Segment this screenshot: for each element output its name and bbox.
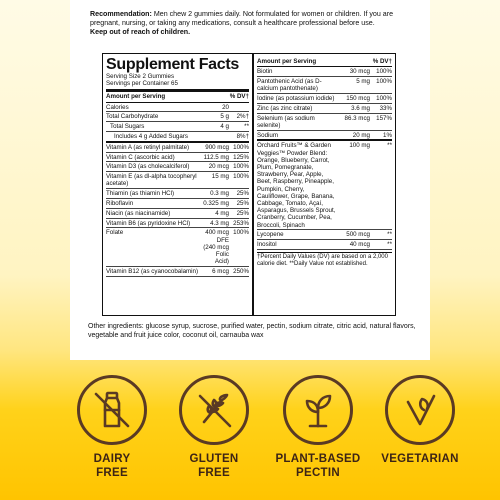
keep-out-warning: Keep out of reach of children. bbox=[90, 28, 191, 36]
amount-header: Amount per Serving bbox=[106, 93, 166, 101]
nutrient-amount: 6 mcg bbox=[212, 267, 229, 275]
nutrient-row bbox=[257, 114, 392, 131]
nutrient-row bbox=[106, 162, 249, 172]
nutrient-dv: 100% bbox=[376, 95, 392, 102]
nutrient-name: Includes 4 g Added Sugars bbox=[114, 133, 188, 140]
nutrient-dv: 157% bbox=[376, 114, 392, 122]
nutrient-name: Vitamin B6 (as pyridoxine HCl) bbox=[106, 219, 191, 227]
nutrient-row bbox=[257, 77, 392, 94]
nutrient-dv: 100% bbox=[233, 163, 249, 171]
nutrient-row bbox=[257, 230, 392, 240]
nutrient-row bbox=[106, 209, 249, 219]
facts-footnote: †Percent Daily Values (DV) are based on a 2,000 calorie diet. **Daily Value not established. bbox=[257, 252, 392, 268]
nutrient-row bbox=[106, 103, 249, 113]
badge-label: GLUTEN FREE bbox=[189, 453, 239, 479]
no-dairy-bottle-icon bbox=[77, 375, 147, 445]
nutrient-name: Vitamin A (as retinyl palmitate) bbox=[106, 143, 190, 151]
nutrient-amount: 4.3 mg bbox=[210, 219, 229, 227]
badge-label: PLANT-BASED PECTIN bbox=[275, 453, 361, 479]
nutrient-row bbox=[106, 112, 249, 122]
nutrient-row bbox=[257, 67, 392, 77]
nutrient-amount: 4 mg bbox=[215, 209, 229, 217]
nutrient-name: Total Carbohydrate bbox=[106, 113, 159, 121]
nutrient-dv: ** bbox=[244, 123, 249, 131]
nutrient-dv: 100% bbox=[233, 229, 249, 237]
dv-header: % DV† bbox=[372, 58, 392, 65]
recommendation-text bbox=[90, 10, 415, 37]
nutrient-amount: 5 g bbox=[220, 113, 229, 121]
nutrient-amount: 500 mcg bbox=[346, 231, 370, 239]
nutrient-dv: 100% bbox=[376, 78, 392, 85]
nutrient-name: Thiamin (as thiamin HCl) bbox=[106, 190, 175, 198]
nutrient-row bbox=[106, 228, 249, 267]
nutrient-row bbox=[106, 199, 249, 209]
nutrient-amount: 40 mcg bbox=[349, 241, 370, 249]
serving-info bbox=[106, 73, 249, 92]
nutrient-dv: 33% bbox=[379, 104, 392, 112]
nutrient-name: Zinc (as zinc citrate) bbox=[257, 104, 313, 112]
nutrient-row bbox=[257, 141, 392, 230]
nutrient-dv: 100% bbox=[376, 68, 392, 76]
nutrient-amount: 150 mcg bbox=[346, 95, 370, 102]
nutrient-name: Riboflavin bbox=[106, 199, 134, 207]
nutrient-name: Total Sugars bbox=[110, 123, 145, 131]
left-nutrient-rows bbox=[106, 103, 249, 277]
nutrient-row bbox=[106, 122, 249, 132]
amount-header: Amount per Serving bbox=[257, 58, 317, 65]
nutrient-row bbox=[106, 132, 249, 143]
nutrient-amount: 5 mg bbox=[356, 78, 370, 85]
nutrient-amount: 100 mg bbox=[349, 142, 370, 150]
nutrient-amount: 900 mcg bbox=[205, 143, 229, 151]
badge-label: VEGETARIAN bbox=[381, 453, 459, 465]
nutrient-dv bbox=[231, 104, 249, 111]
dv-header: % DV† bbox=[229, 93, 249, 101]
nutrient-row bbox=[106, 219, 249, 229]
nutrient-amount: 20 bbox=[222, 103, 229, 111]
nutrient-dv: 25% bbox=[236, 199, 249, 207]
badge-vegetarian bbox=[364, 375, 476, 466]
nutrient-dv: 125% bbox=[233, 153, 249, 161]
nutrient-amount: 20 mg bbox=[352, 131, 370, 139]
nutrient-dv: 100% bbox=[233, 143, 249, 151]
nutrient-amount: 400 mcg DFE (240 mcg Folic Acid) bbox=[203, 229, 229, 266]
nutrient-amount: 20 mcg bbox=[208, 163, 229, 171]
nutrient-amount: 3.6 mg bbox=[351, 104, 370, 112]
leaf-v-icon bbox=[385, 375, 455, 445]
nutrient-name: Niacin (as niacinamide) bbox=[106, 209, 171, 217]
badge-row bbox=[0, 375, 500, 500]
nutrient-dv: 2%† bbox=[236, 113, 249, 121]
nutrient-name: Vitamin C (ascorbic acid) bbox=[106, 153, 175, 161]
nutrient-name: Lycopene bbox=[257, 231, 284, 239]
serving-size: Serving Size 2 Gummies bbox=[106, 73, 175, 80]
nutrient-amount: 0.3 mg bbox=[210, 190, 229, 198]
nutrient-dv: 100% bbox=[233, 173, 249, 181]
sprout-icon bbox=[283, 375, 353, 445]
nutrient-row bbox=[106, 172, 249, 189]
facts-header-right bbox=[257, 57, 392, 67]
nutrient-amount bbox=[203, 133, 231, 140]
nutrient-amount: 4 g bbox=[220, 123, 229, 131]
nutrient-dv: 8%† bbox=[236, 133, 249, 140]
nutrient-row bbox=[257, 240, 392, 250]
nutrient-row bbox=[106, 189, 249, 199]
nutrient-dv: 25% bbox=[236, 190, 249, 198]
supplement-facts-right bbox=[253, 53, 396, 316]
nutrient-dv: ** bbox=[387, 241, 392, 249]
nutrient-name: Inositol bbox=[257, 241, 277, 249]
nutrient-dv: 250% bbox=[233, 267, 249, 275]
nutrient-dv: ** bbox=[387, 231, 392, 239]
nutrient-name: Vitamin E (as dl-alpha tocopheryl acetate) bbox=[106, 173, 197, 188]
nutrient-name: Sodium bbox=[257, 131, 278, 139]
nutrient-row bbox=[257, 104, 392, 114]
badge-dairy-free bbox=[56, 375, 168, 480]
nutrient-row bbox=[106, 267, 249, 277]
supplement-facts-title: Supplement Facts bbox=[106, 56, 240, 73]
nutrient-dv: 25% bbox=[236, 209, 249, 217]
other-ingredients: Other ingredients: glucose syrup, sucrose, purified water, pectin, sodium citrate, citric acid, natural flavors, vegetable and fruit juice color, coconut oil, carnauba wax bbox=[88, 323, 416, 339]
right-nutrient-rows bbox=[257, 67, 392, 250]
nutrient-amount: 15 mg bbox=[211, 173, 229, 181]
recommendation-label: Recommendation: bbox=[90, 10, 152, 18]
facts-header bbox=[106, 92, 249, 102]
nutrient-name: Calories bbox=[106, 103, 129, 111]
nutrient-row bbox=[257, 94, 392, 104]
nutrient-name: Orchard Fruits™ & Garden Veggies™ Powder Blend: Orange, Blueberry, Carrot, Plum, Pomegranate, Strawberry, Pear, Apple, Beet, Raspberry, Pineapple, Pumpkin, Cherry, Cauliflower, Grape, Banana, Cabbage, Tomato, Açaí, Asparagus, Brussels Sprout, Cranberry, Cucumber, Pea, Broccoli, Spinach bbox=[257, 142, 336, 229]
nutrient-dv: ** bbox=[387, 142, 392, 150]
nutrient-row bbox=[257, 131, 392, 142]
nutrient-dv: 1% bbox=[383, 131, 392, 139]
badge-plant-based-pectin bbox=[262, 375, 374, 480]
nutrient-name: Selenium (as sodium selenite) bbox=[257, 114, 315, 129]
nutrient-amount: 30 mcg bbox=[349, 68, 370, 76]
nutrient-row bbox=[106, 153, 249, 163]
nutrient-amount: 86.3 mcg bbox=[344, 114, 370, 122]
nutrient-amount: 112.5 mg bbox=[203, 153, 229, 161]
nutrient-amount: 0.325 mg bbox=[203, 199, 229, 207]
nutrient-name: Biotin bbox=[257, 68, 273, 76]
nutrient-name: Vitamin B12 (as cyanocobalamin) bbox=[106, 267, 199, 275]
supplement-facts-left bbox=[102, 53, 253, 316]
badge-gluten-free bbox=[158, 375, 270, 480]
nutrient-name: Pantothenic Acid (as D-calcium pantothenate) bbox=[257, 78, 322, 93]
servings-per-container: Servings per Container 65 bbox=[106, 80, 178, 88]
nutrient-name: Vitamin D3 (as cholecalciferol) bbox=[106, 163, 190, 171]
badge-label: DAIRY FREE bbox=[93, 453, 131, 479]
wheat-icon bbox=[179, 375, 249, 445]
nutrient-row bbox=[106, 143, 249, 153]
nutrient-dv: 253% bbox=[233, 219, 249, 227]
recommendation-body: Men chew 2 gummies daily. Not formulated for women or children. If you are pregnant, nursing, or taking any medications, consult a healthcare professional before use. bbox=[90, 10, 394, 27]
nutrient-name: Folate bbox=[106, 229, 124, 237]
nutrient-name: Iodine (as potassium iodide) bbox=[257, 95, 335, 102]
